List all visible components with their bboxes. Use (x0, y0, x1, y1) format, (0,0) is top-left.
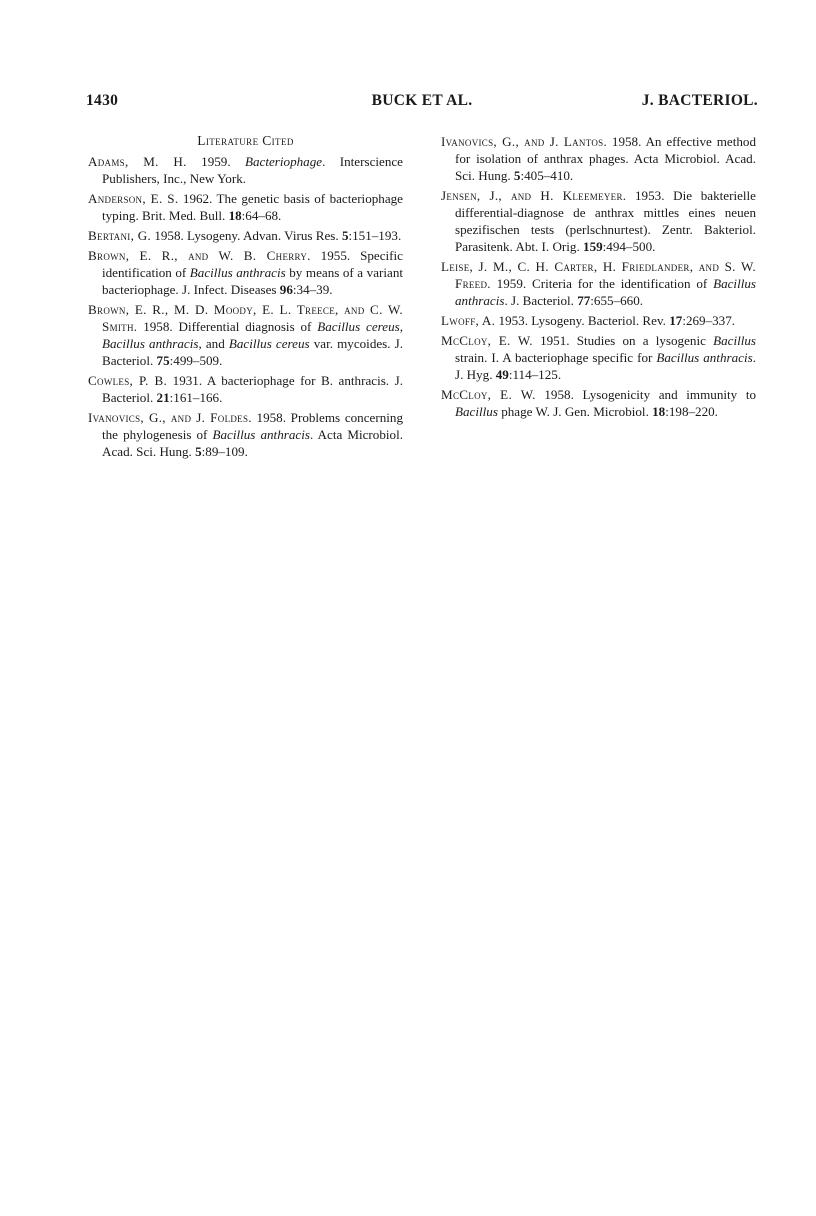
running-authors: BUCK ET AL. (371, 92, 473, 109)
reference-author: Ivanovics, G., and J. Lantos. (441, 134, 608, 149)
reference-entry (88, 153, 403, 187)
reference-author: McCloy, E. W. (441, 387, 536, 402)
reference-author: McCloy, E. W. (441, 333, 533, 348)
reference-italic: Bacteriophage (245, 154, 323, 169)
reference-author: Lwoff, A. (441, 313, 496, 328)
reference-entry (441, 258, 756, 309)
reference-entry (88, 227, 403, 244)
reference-pages: :34–39. (292, 282, 333, 297)
reference-author: Jensen, J., and H. Kleemeyer. (441, 188, 627, 203)
reference-pages: :655–660. (590, 293, 644, 308)
reference-text: phage W. J. Gen. Microbiol. (497, 404, 653, 419)
reference-italic: Bacillus (455, 404, 498, 419)
reference-pages: :198–220. (665, 404, 718, 419)
reference-author: Brown, E. R., M. D. Moody, E. L. Treece, and C. W. Smith. (88, 302, 403, 334)
reference-entry (441, 386, 756, 420)
reference-text: var. mycoides. J. Bacteriol. (102, 336, 404, 368)
reference-pages: :64–68. (241, 208, 282, 223)
reference-pages: :161–166. (169, 390, 223, 405)
reference-text: 1958. Lysogeny. Advan. Virus Res. (151, 228, 342, 243)
reference-entry (88, 409, 403, 460)
running-header (86, 92, 758, 116)
reference-author: Adams, M. H. (88, 154, 187, 169)
reference-volume: 18 (228, 208, 242, 223)
reference-entry (441, 187, 756, 255)
reference-italic: Bacillus anthracis (455, 276, 756, 308)
left-column (88, 132, 403, 463)
reference-entry (88, 301, 403, 369)
reference-pages: :269–337. (682, 313, 736, 328)
page-number: 1430 (86, 92, 119, 109)
reference-pages: :114–125. (508, 367, 562, 382)
reference-italic: Bacillus (713, 333, 757, 348)
reference-entry (441, 133, 756, 184)
journal-name: J. BACTERIOL. (641, 92, 758, 109)
reference-entry (441, 312, 756, 329)
reference-text: 1953. Die bakterielle differential-diagnose de anthrax mittles eines neuen spezifischen tests (perlschnurtest). Zentr. Bakteriol. Parasitenk. Abt. I. Orig. (455, 188, 756, 254)
reference-italic: Bacillus cereus, Bacillus anthracis, (102, 319, 403, 351)
reference-text: 1958. Problems concerning the phylogenesis of (102, 410, 403, 442)
reference-text: and (201, 336, 229, 351)
reference-author: Ivanovics, G., and J. Foldes. (88, 410, 252, 425)
reference-text: strain. I. A bacteriophage specific for (455, 350, 657, 365)
reference-volume: 159 (583, 239, 603, 254)
reference-entry (88, 247, 403, 298)
reference-italic: Bacillus anthracis (656, 350, 753, 365)
reference-author: Brown, E. R., and W. B. Cherry. (88, 248, 311, 263)
reference-list-left (88, 153, 403, 460)
reference-text: . J. Hyg. (455, 350, 756, 382)
reference-volume: 21 (156, 390, 170, 405)
reference-volume: 49 (495, 367, 509, 382)
reference-volume: 5 (341, 228, 349, 243)
reference-text: 1953. Lysogeny. Bacteriol. Rev. (495, 313, 670, 328)
reference-entry (88, 372, 403, 406)
reference-pages: :494–500. (602, 239, 656, 254)
right-column (441, 133, 756, 423)
reference-text: 1959. (186, 154, 245, 169)
reference-text: 1958. Differential diagnosis of (137, 319, 318, 334)
reference-text: by means of a variant bacteriophage. J. Infect. Diseases (102, 265, 404, 297)
reference-pages: :151–193. (348, 228, 402, 243)
reference-author: Leise, J. M., C. H. Carter, H. Friedlander, and S. W. Freed. (441, 259, 756, 291)
reference-text: 1959. Criteria for the identification of (490, 276, 714, 291)
reference-volume: 17 (669, 313, 683, 328)
reference-pages: :499–509. (169, 353, 223, 368)
reference-list-right (441, 133, 756, 420)
reference-volume: 96 (279, 282, 293, 297)
reference-entry (441, 332, 756, 383)
reference-volume: 75 (156, 353, 170, 368)
reference-volume: 77 (577, 293, 591, 308)
reference-volume: 5 (195, 444, 202, 459)
reference-author: Bertani, G. (88, 228, 152, 243)
reference-text: 1958. An effective method for isolation of anthrax phages. Acta Microbiol. Acad. Sci. Hung. (455, 134, 756, 183)
reference-author: Cowles, P. B. (88, 373, 168, 388)
reference-text: 1955. Specific identification of (102, 248, 403, 280)
section-title: Literature Cited (197, 133, 294, 148)
reference-volume: 5 (513, 168, 521, 183)
reference-italic: Bacillus anthracis (189, 265, 286, 280)
reference-text: 1951. Studies on a lysogenic (532, 333, 714, 348)
reference-pages: :405–410. (520, 168, 574, 183)
reference-author: Anderson, E. S. (88, 191, 179, 206)
reference-volume: 18 (652, 404, 666, 419)
reference-entry (88, 190, 403, 224)
reference-text: . Interscience Publishers, Inc., New York. (102, 154, 403, 186)
reference-text: 1962. The genetic basis of bacteriophage typing. Brit. Med. Bull. (102, 191, 403, 223)
reference-italic: Bacillus cereus (228, 336, 310, 351)
reference-text: . Acta Microbiol. Acad. Sci. Hung. (102, 427, 403, 459)
reference-text: 1931. A bacteriophage for B. anthracis. J. Bacteriol. (102, 373, 403, 405)
reference-text: 1958. Lysogenicity and immunity to (535, 387, 757, 402)
reference-italic: Bacillus anthracis (212, 427, 310, 442)
reference-text: . J. Bacteriol. (504, 293, 578, 308)
reference-pages: :89–109. (201, 444, 248, 459)
